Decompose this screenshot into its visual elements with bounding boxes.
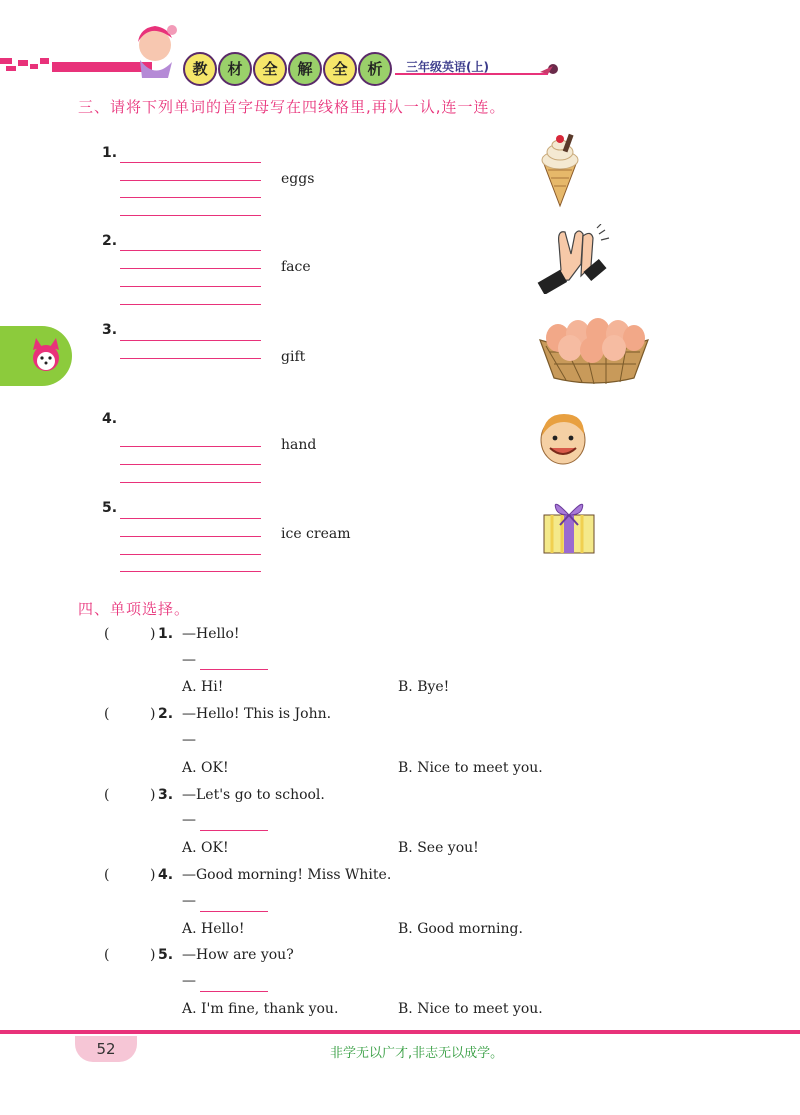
answer-paren-open: ( [104,787,110,803]
footer-motto: 非学无以广才,非志无以成学。 [330,1046,504,1061]
answer-paren-open: ( [104,706,110,722]
answer-blank [200,991,268,992]
answer-blank [200,669,268,670]
writing-line [120,286,261,287]
writing-line [120,518,261,519]
title-char: 全 [253,52,287,86]
item-number: 5. [102,500,118,516]
writing-line [120,180,261,181]
question-prompt: —Let's go to school. [182,787,325,803]
answer-paren-close: ) [150,706,156,722]
answer-blank [200,911,268,912]
question-number: 3. [158,787,174,803]
option-a: A. OK! [182,840,229,856]
word-label: gift [281,349,306,365]
writing-line [120,340,261,341]
option-a: A. Hi! [182,679,224,695]
header-decoration [0,0,800,90]
question-number: 4. [158,867,174,883]
reply-dash: — [182,812,196,828]
item-number: 2. [102,233,118,249]
basket-of-eggs-picture [536,312,652,384]
answer-paren-open: ( [104,867,110,883]
reply-dash: — [182,652,196,668]
reply-dash: — [182,973,196,989]
writing-line [120,197,261,198]
reply-dash: — [182,732,196,748]
title-char: 析 [358,52,392,86]
section3-title: 三、请将下列单词的首字母写在四线格里,再认一认,连一连。 [78,98,506,116]
word-label: ice cream [281,526,351,542]
answer-paren-close: ) [150,787,156,803]
side-tab [0,326,72,386]
reply-dash: — [182,893,196,909]
smiling-face-picture [536,410,590,466]
option-b: B. Good morning. [398,921,523,937]
question-prompt: —Good morning! Miss White. [182,867,392,883]
answer-paren-close: ) [150,626,156,642]
page-number: 52 [75,1036,137,1062]
writing-line [120,464,261,465]
writing-line [120,554,261,555]
answer-paren-close: ) [150,947,156,963]
writing-line [120,446,261,447]
option-b: B. See you! [398,840,479,856]
option-a: A. OK! [182,760,229,776]
writing-line [120,304,261,305]
question-prompt: —How are you? [182,947,294,963]
title-char: 材 [218,52,252,86]
item-number: 1. [102,145,118,161]
word-label: face [281,259,311,275]
grade-label: 三年级英语(上) [406,60,489,74]
title-char: 教 [183,52,217,86]
writing-line [120,482,261,483]
option-b: B. Nice to meet you. [398,1001,543,1017]
item-number: 4. [102,411,118,427]
item-number: 3. [102,322,118,338]
clapping-hands-picture [535,224,615,294]
question-number: 5. [158,947,174,963]
footer-bar [0,1030,800,1034]
writing-line [120,358,261,359]
gift-box-picture [538,493,600,557]
question-number: 1. [158,626,174,642]
writing-line [120,250,261,251]
answer-paren-close: ) [150,867,156,883]
question-prompt: —Hello! [182,626,240,642]
answer-blank [200,830,268,831]
answer-paren-open: ( [104,947,110,963]
option-a: A. Hello! [182,921,245,937]
ice-cream-cone-picture [530,132,590,208]
fox-mascot-icon [0,326,72,386]
option-b: B. Nice to meet you. [398,760,543,776]
question-prompt: —Hello! This is John. [182,706,332,722]
word-label: eggs [281,171,315,187]
option-a: A. I'm fine, thank you. [182,1001,339,1017]
question-number: 2. [158,706,174,722]
page-header [0,0,800,90]
writing-line [120,571,261,572]
title-char: 全 [323,52,357,86]
section4-title: 四、单项选择。 [78,600,191,618]
option-b: B. Bye! [398,679,450,695]
writing-line [120,268,261,269]
title-char: 解 [288,52,322,86]
word-label: hand [281,437,317,453]
writing-line [120,536,261,537]
answer-paren-open: ( [104,626,110,642]
writing-line [120,162,261,163]
writing-line [120,215,261,216]
